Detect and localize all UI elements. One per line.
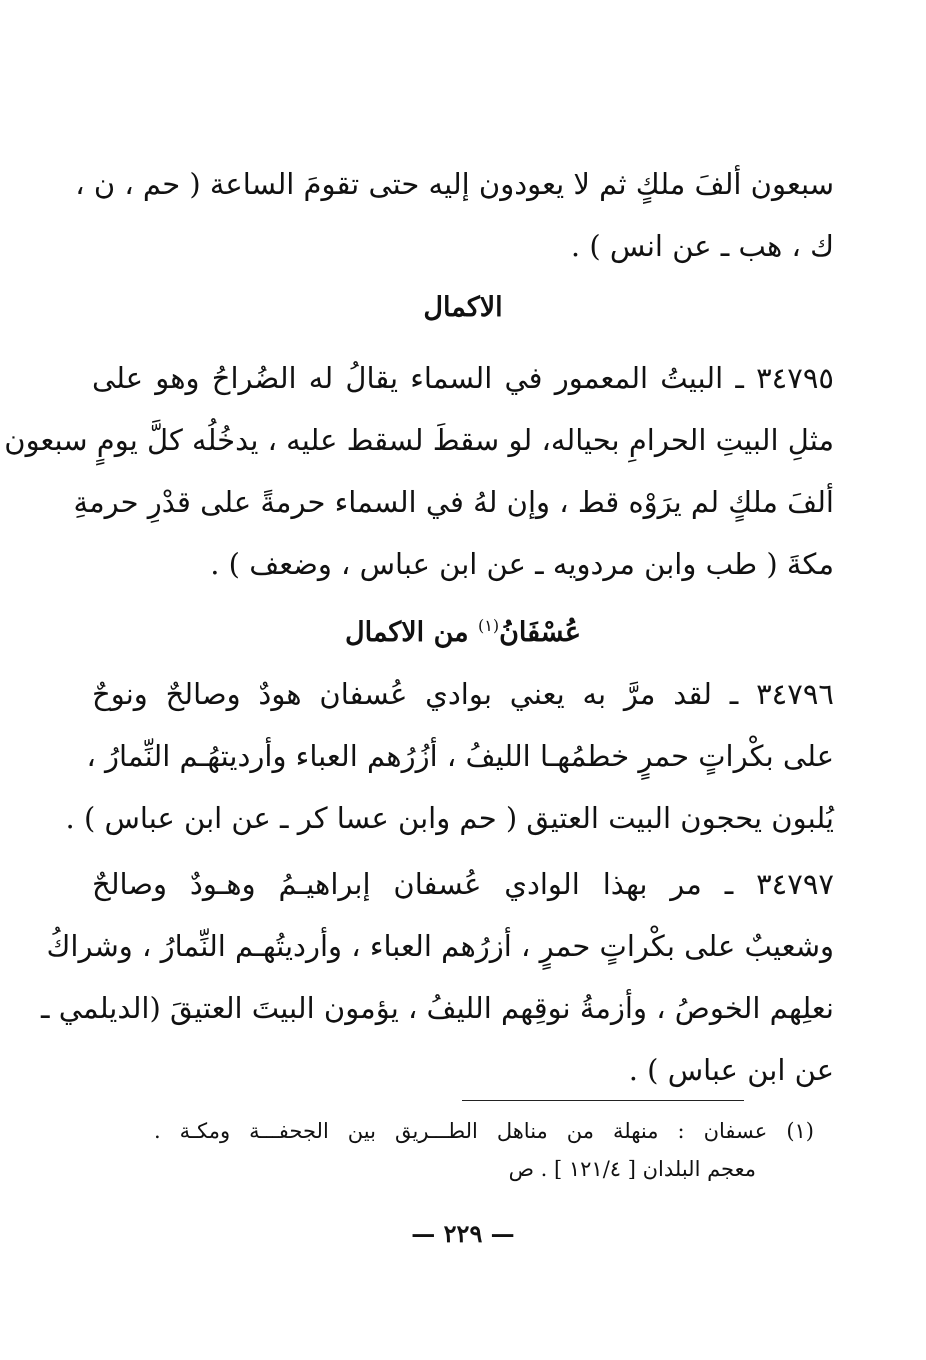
text-line: سبعون ألفَ ملكٍ ثم لا يعودون إليه حتى تقومَ الساعة ( حم ، ن ، (75, 167, 834, 201)
footnote-line: معجم البلدان [ ١٢١/٤ ] . ص (508, 1157, 756, 1181)
footnote-line: (١) عسفان : منهلة من مناهل الطـــريق بين الجحفـــة ومكـة . (154, 1119, 814, 1143)
text-line: ٣٤٧٩٥ ـ البيتُ المعمور في السماء يقالُ له الضُراحُ وهو على (92, 361, 834, 395)
heading-rest: من الاكمال (344, 617, 469, 648)
text-line: مثلِ البيتِ الحرامِ بحياله، لو سقطَ لسقط عليه ، يدخُلُه كلَّ يومٍ سبعون (4, 423, 834, 457)
text-line: نعلِهم الخوصُ ، وأزمةُ نوقِهم الليفُ ، يؤمون البيتَ العتيقَ (الديلمي ـ (41, 991, 834, 1025)
page-number: — ٢٢٩ — (411, 1219, 515, 1248)
footnote-divider (462, 1100, 744, 1101)
text-line: على بكْراتٍ حمرٍ خطمُهـا الليفُ ، أزُرُهم العباء وأرديتهُـم النِّمارُ ، (86, 739, 834, 773)
text-line: ٣٤٧٩٧ ـ مر بهذا الوادي عُسفان إبراهيـمُ وهـودٌ وصالحٌ (92, 867, 834, 901)
heading-word: عُسْفَانُ (499, 617, 582, 648)
section-heading: الاكمال (423, 292, 503, 323)
text-line: ألفَ ملكٍ لم يرَوْه قط ، وإن لهُ في السماء حرمةً على قدْرِ حرمةِ (73, 485, 834, 519)
section-heading (0, 606, 926, 653)
text-line: ٣٤٧٩٦ ـ لقد مرَّ به يعني بوادي عُسفان هودٌ وصالحٌ ونوحٌ (92, 677, 834, 711)
text-line: يُلبون يحجون البيت العتيق ( حم وابن عسا كر ـ عن ابن عباس ) . (65, 801, 834, 835)
text-line: ك ، هب ـ عن انس ) . (570, 229, 834, 263)
text-line: مكةَ ( طب وابن مردويه ـ عن ابن عباس ، وضعف ) . (210, 547, 834, 581)
text-line: عن ابن عباس ) . (628, 1053, 834, 1087)
text-line: وشعيبٌ على بكْراتٍ حمرٍ ، أزرُهم العباء ، وأرديتُهـم النِّمارُ ، وشراكُ (46, 929, 834, 963)
footnote-ref: (١) (478, 616, 500, 635)
